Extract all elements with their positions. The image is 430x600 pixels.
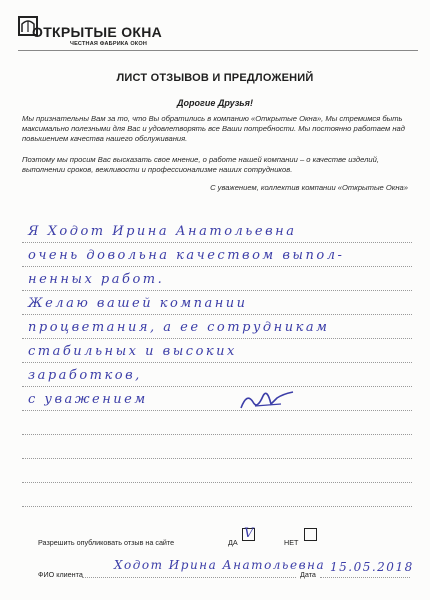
handwritten-signature bbox=[237, 386, 297, 416]
date-underline bbox=[320, 577, 410, 578]
ruled-line bbox=[22, 482, 412, 483]
date-label: Дата bbox=[300, 570, 316, 579]
ruled-line bbox=[22, 242, 412, 243]
review-line-2: очень довольна качеством выпол- bbox=[28, 248, 345, 263]
yes-checkbox[interactable] bbox=[242, 528, 255, 541]
no-label: НЕТ bbox=[284, 538, 299, 547]
client-name-label: ФИО клиента bbox=[38, 570, 83, 579]
ruled-line bbox=[22, 386, 412, 387]
greeting: Дорогие Друзья! bbox=[177, 98, 253, 108]
ruled-line bbox=[22, 338, 412, 339]
form-title: ЛИСТ ОТЗЫВОВ И ПРЕДЛОЖЕНИЙ bbox=[116, 72, 314, 84]
company-signature: С уважением, коллектив компании «Открытые Окна» bbox=[210, 183, 408, 192]
publish-permission-label: Разрешить опубликовать отзыв на сайте bbox=[38, 538, 175, 547]
ruled-line bbox=[22, 266, 412, 267]
ruled-line bbox=[22, 458, 412, 459]
ruled-line bbox=[22, 506, 412, 507]
ruled-line bbox=[22, 434, 412, 435]
review-line-4: Желаю вашей компании bbox=[28, 296, 248, 311]
company-logo bbox=[18, 14, 168, 48]
review-line-6: стабильных и высоких bbox=[28, 344, 237, 359]
intro-paragraph-1: Мы признательны Вам за то, что Вы обратились в компанию «Открытые Окна», Мы стремимся быть максимально полезными для Вас и удовлетворять все Ваши потребности. Мы постоянно работаем над повышением качества нашего обслуживания. bbox=[22, 114, 405, 143]
yes-label: ДА bbox=[228, 538, 238, 547]
client-name-value[interactable]: Ходот Ирина Анатольевна bbox=[114, 558, 326, 572]
date-value[interactable]: 15.05.2018 bbox=[330, 560, 414, 574]
logo-name: ОТКРЫТЫЕ ОКНА bbox=[32, 24, 163, 40]
intro-paragraph-2: Поэтому мы просим Вас высказать свое мнение, о работе нашей компании – о качестве изделий, выполнении сроков, вежливости и профессионализме наших сотрудников. bbox=[22, 155, 379, 174]
check-mark: V bbox=[244, 526, 254, 541]
client-name-underline bbox=[82, 577, 296, 578]
review-line-1: Я Ходот Ирина Анатольевна bbox=[28, 224, 297, 239]
review-line-7: заработков, bbox=[28, 368, 142, 383]
no-checkbox[interactable] bbox=[304, 528, 317, 541]
header-divider bbox=[18, 50, 418, 51]
ruled-line bbox=[22, 290, 412, 291]
logo-tagline: ЧЕСТНАЯ ФАБРИКА ОКОН bbox=[70, 41, 147, 47]
review-line-3: ненных работ. bbox=[28, 272, 165, 287]
ruled-line bbox=[22, 410, 412, 411]
review-line-5: процветания, а ее сотрудникам bbox=[28, 320, 330, 335]
ruled-line bbox=[22, 314, 412, 315]
ruled-line bbox=[22, 362, 412, 363]
review-line-8: с уважением bbox=[28, 392, 148, 407]
review-text-area[interactable] bbox=[22, 220, 412, 520]
